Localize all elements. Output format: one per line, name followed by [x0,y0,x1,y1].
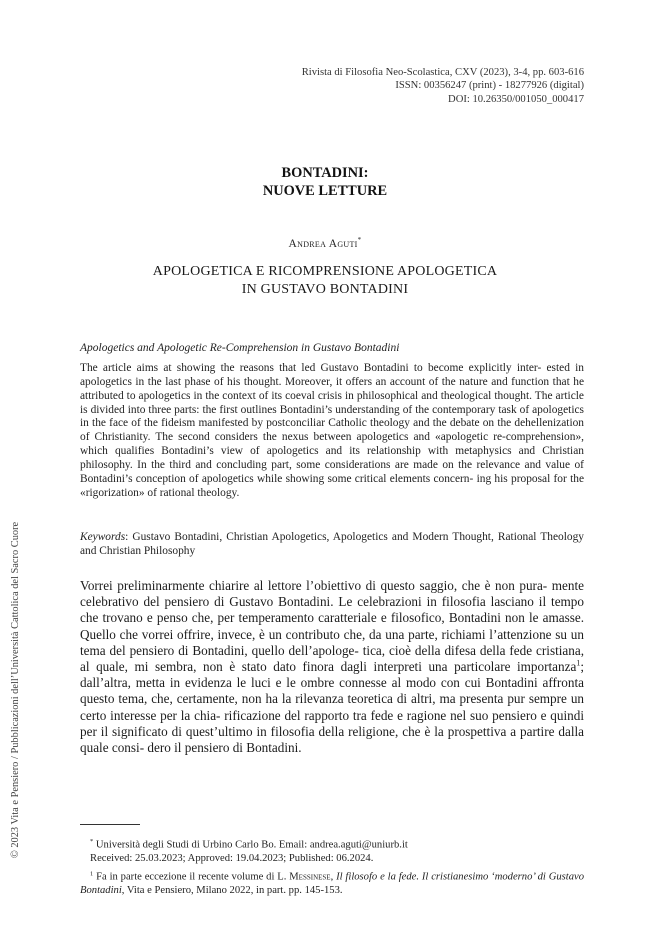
body-line: lasciano il tempo che trovano e penso che, per temperamento caratteriale e filosofico, [80,594,584,626]
footnote-book-title: Il filosofo e la fede. Il cristianesimo ‘moderno’ di Gustavo Bontadini [80,871,584,896]
section-title-line2: NUOVE LETTURE [262,183,388,199]
journal-issn: ISSN: 00356247 (print) - 18277926 (digital) [395,80,584,92]
abstract-line: value of Bontadini’s conception of apologetics while showing some critical elements concern- [80,458,584,485]
body-line: ; dall’altra, metta in evidenza le luci e le [80,659,585,691]
journal-citation: Rivista di Filosofia Neo-Scolastica, CXV (2023), 3-4, pp. 603-616 [301,67,584,78]
body-line: dagli interpreti una particolare importanza [340,659,577,675]
footnote-text: Fa in parte eccezione il recente volume di L. [96,871,290,883]
abstract-line: The article aims at showing the reasons that led Gustavo Bontadini to become explicitly inter- [80,362,542,374]
abstract-line: ing his proposal for the «rigorization» of rational theology. [80,472,584,499]
footnote-marker: 1 [90,870,94,877]
abstract-line: ested in apologetics in the last phase of his thought. Moreover, it offers an account of the nature [80,362,584,388]
abstract-line: and theological thought. The article is divided into three parts: the first outlines Bontadini’s [80,389,584,416]
body-line: quest’ultimo in filosofia della religione, che è la prospettiva a partire dalla quale consi- [80,723,585,756]
keywords-text: : Gustavo Bontadini, Christian Apologetics, Apologetics and Modern Thought, Rational Theology and Christian Philosophy [80,531,584,557]
journal-header [224,66,584,106]
footnote-publication: , Vita e Pensiero, Milano 2022, in part. pp. 145-153. [121,884,343,896]
body-line: ombre connesse al modo con cui Bontadini affronta questo tema, che, certamente, non [80,675,585,707]
body-line: dero il pensiero di Bontadini. [147,740,302,756]
body-line: parte, richiami l’attenzione su un tema del pensiero di Bontadini, quello dell’apologe- [80,626,584,658]
footnote-1 [80,867,584,897]
footnote-cited-author: Messinese [289,871,331,883]
body-paragraph [80,578,584,756]
abstract-line: and function that he attributed to apologetics in the context of its coeval crisis in philosophical [80,375,585,402]
section-title [0,164,650,200]
section-title-line1: BONTADINI: [281,165,369,181]
abstract-line: by postconciliar Catholic theology and the debate on the dehellenization of Christianity. The [80,417,585,444]
abstract-line: qualifies Bontadini’s view of apologetics and its relationship with metaphysics and Christian [114,445,584,458]
english-title: Apologetics and Apologetic Re-Comprehension in Gustavo Bontadini [80,342,400,354]
article-title-line2: IN GUSTAVO BONTADINI [241,282,409,297]
footnote-affiliation: Università degli Studi di Urbino Carlo Bo. Email: andrea.aguti@uniurb.it [95,839,408,851]
body-line: rificazione del rapporto tra fede e ragione nel suo pensiero e quindi per il significato di [80,707,584,739]
journal-doi: DOI: 10.26350/001050_000417 [448,93,584,105]
footnote-separator: , [330,871,337,883]
body-line: mente celebrativo del pensiero di Gustavo Bontadini. Le celebrazioni in filosofia [80,578,584,610]
footnote-dates: Received: 25.03.2023; Approved: 19.04.2023; Published: 06.2024. [90,852,374,864]
abstract-line: philosophy. In the third and concluding part, some considerations are made on the relevance and [80,458,541,471]
body-line: Bontadini non le amasse. Quello che vorrei offrire, invece, è un contributo che, da una [80,610,584,642]
abstract-line: understanding of the contemporary task of apologetics in the face of the fideism manifested [80,403,584,430]
copyright-sidebar [8,460,24,920]
footnote-marker: * [90,838,94,845]
body-line: ha la rilevanza teoretica di altri, ma presenta pur sempre un certo interesse per la chia- [80,691,585,723]
copyright-text: © 2023 Vita e Pensiero / Pubblicazioni dell’Università Cattolica del Sacro Cuore [10,521,21,859]
footnote-divider [80,824,140,825]
author-footnote-marker: * [357,236,362,244]
keywords-label: Keywords [80,531,126,543]
author-name: Andrea Aguti [288,237,358,250]
body-line: tica, cioè della difesa della fede cristiana, al quale, mi sembra, non è stato dato finora [80,642,584,675]
footnote-author [80,835,584,865]
keywords [80,531,584,559]
article-title-line1: APOLOGETICA E RICOMPRENSIONE APOLOGETICA [152,264,498,279]
article-title [0,263,650,299]
body-line: Vorrei preliminarmente chiarire al lettore l’obiettivo di questo saggio, che è non pura- [80,578,548,593]
footnote-ref-1[interactable]: 1 [576,658,581,668]
author-line [0,236,650,250]
abstract [80,362,584,500]
abstract-line: second considers the nexus between apologetics and «apologetic re-comprehension», which [80,431,584,458]
